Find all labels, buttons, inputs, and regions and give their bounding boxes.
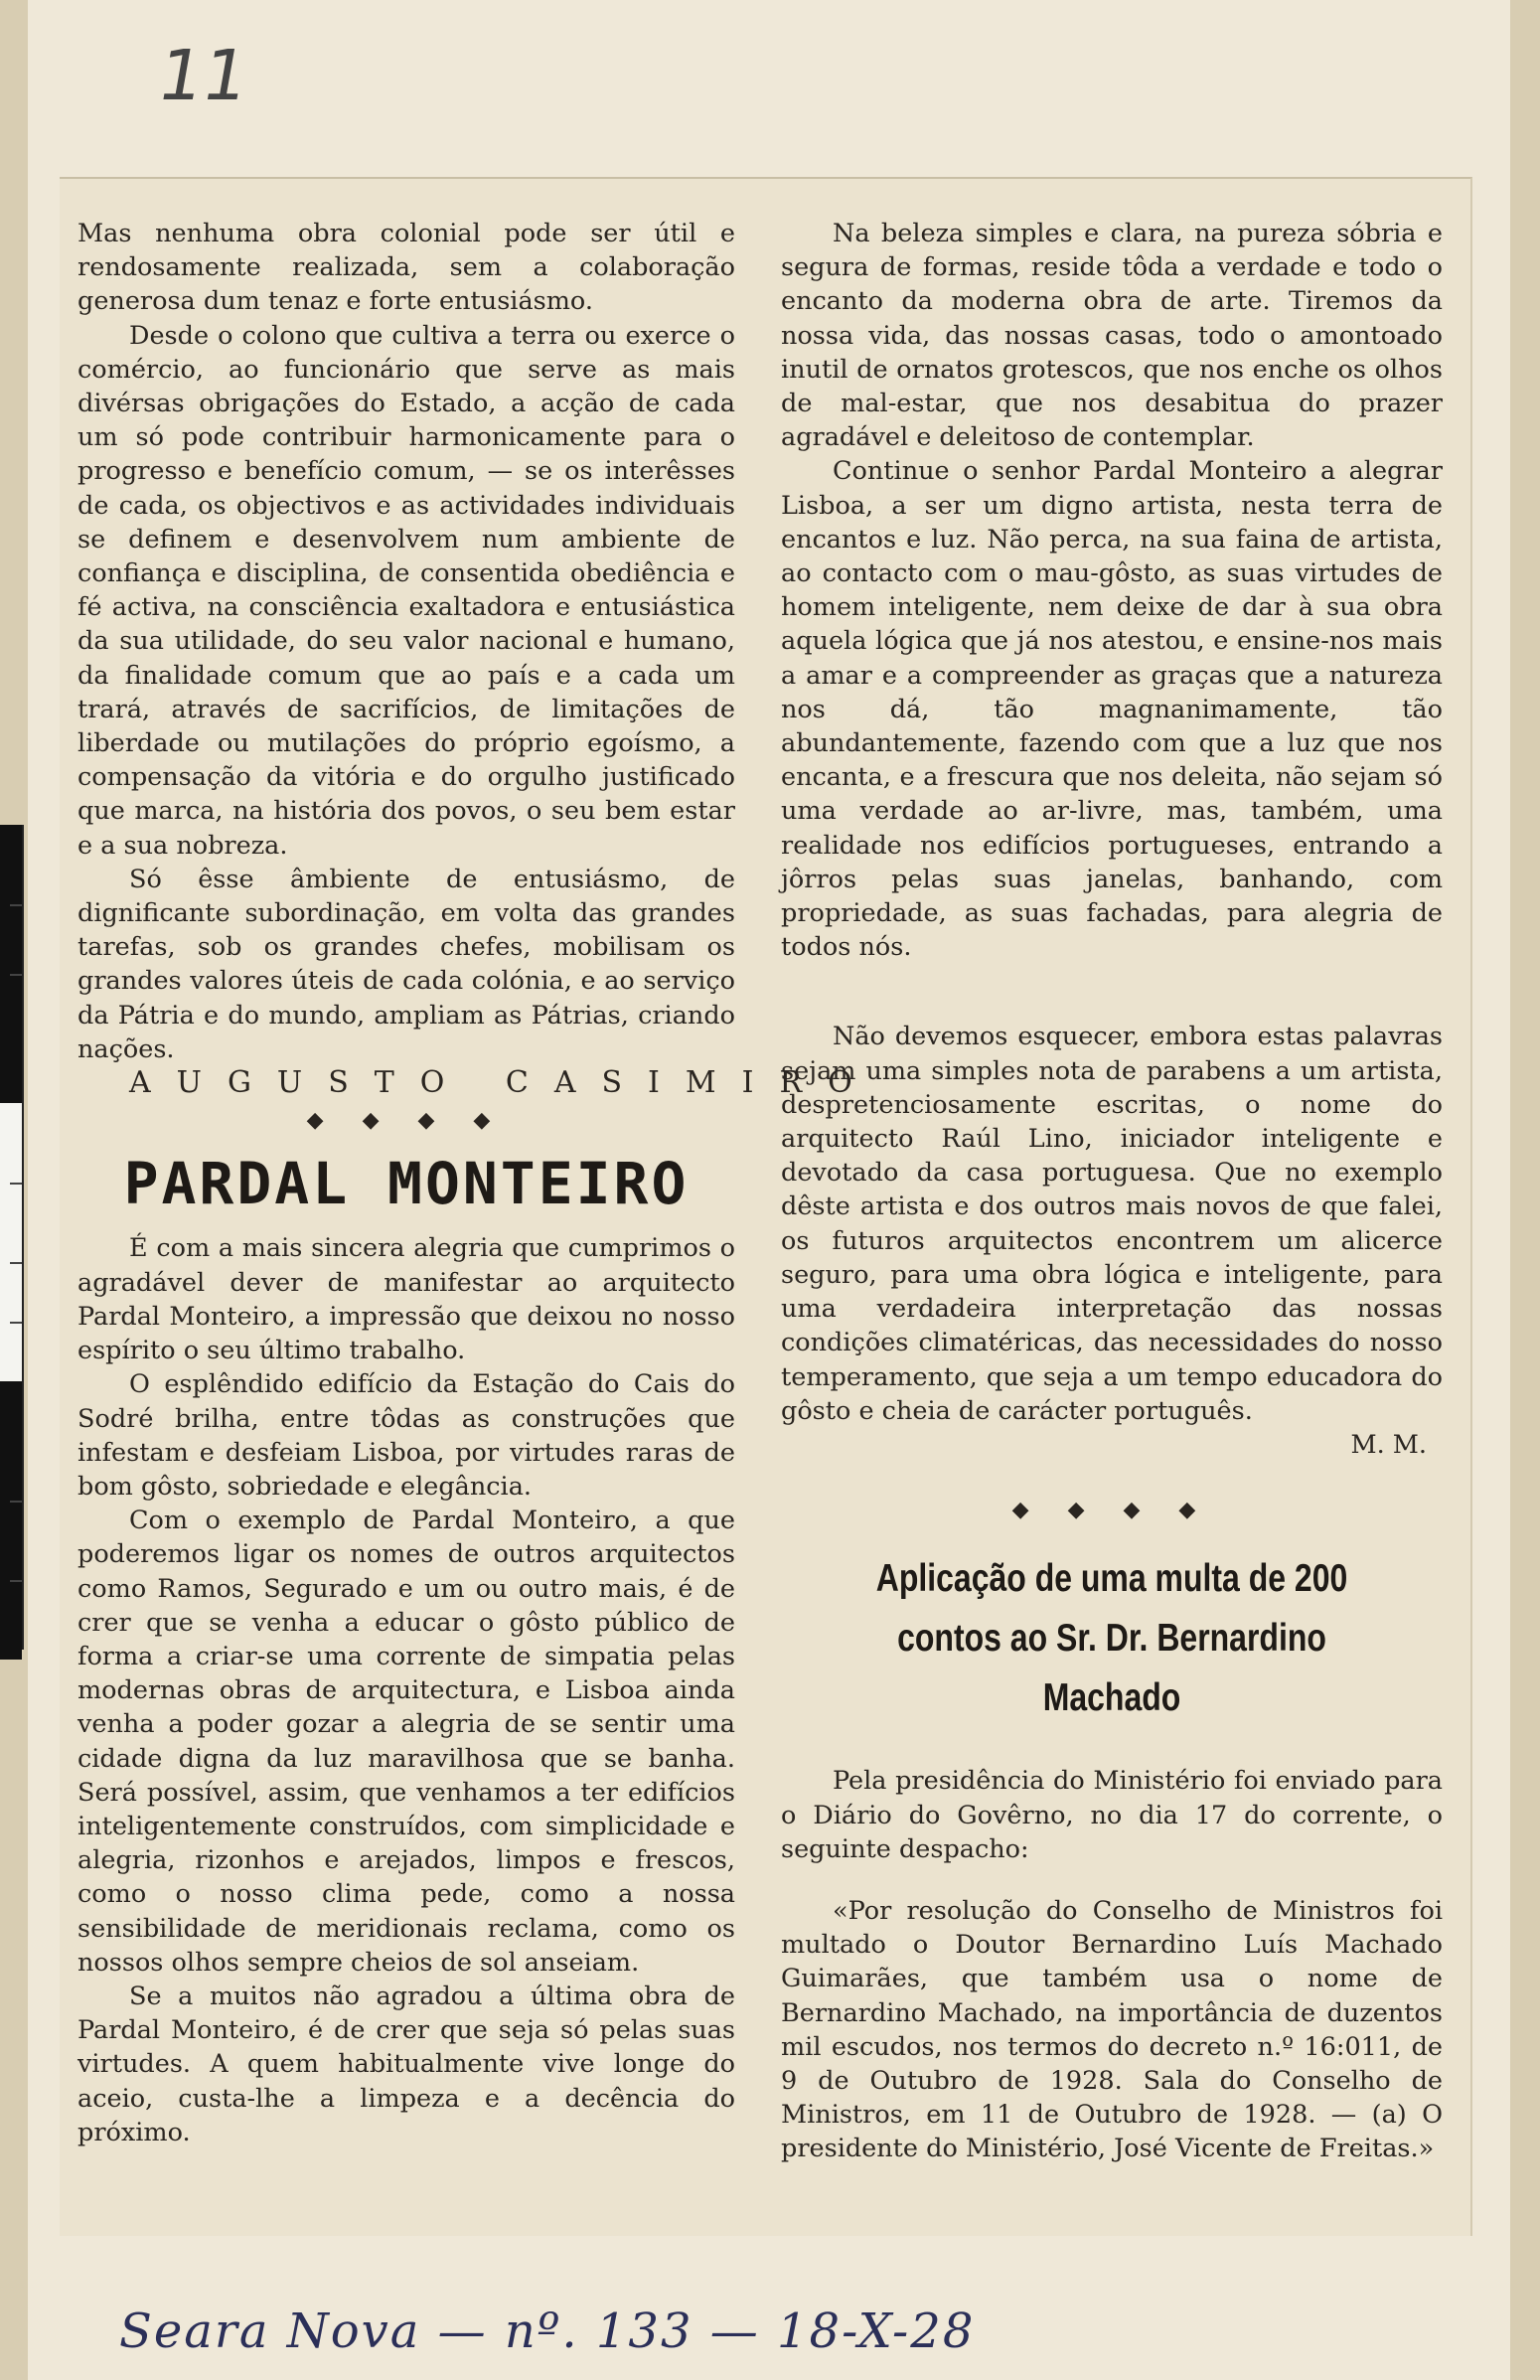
right-column [781, 217, 1443, 2166]
paragraph: Não devemos esquecer, embora estas palavras sejam uma simples nota de parabens a um artista, despretenciosamente escritas, o nome do arquitecto Raúl Lino, iniciador inteligente e devotado da casa portuguesa. Que no exemplo dêste artista e dos outros mais novos de que falei, os futuros arquitectos encontrem um alicerce seguro, para uma obra lógica e inteligente, para uma verdadeira interpretação das nossas condições climatéricas, das necessidades do nosso temperamento, que seja a um tempo educadora do gôsto e cheia de carácter português. [781, 1022, 1443, 1426]
paragraph: Só êsse âmbiente de entusiásmo, de dignificante subordinação, em volta das grandes tarefas, sob os grandes chefes, mobilisam os grandes valores úteis de cada colónia, e ao serviço da Pátria e do mundo, ampliam as Pátrias, criando nações. [77, 864, 735, 1064]
spacer [781, 1462, 1443, 1490]
spacer [781, 1866, 1443, 1894]
paragraph: Na beleza simples e clara, na pureza sóbria e segura de formas, reside tôda a verdade e todo o encanto da moderna obra de arte. Tiremos da nossa vida, das nossas casas, todo o amontoado inutil de ornatos grotescos, que nos enche os olhos de mal-estar, que nos desabitua do prazer agradável e deleitoso de contemplar. [781, 219, 1443, 453]
article-headline: Aplicação de uma multa de 200 contos ao Sr. Dr. Bernardino Machado [875, 1557, 1348, 1720]
handwritten-page-number: 11 [151, 35, 255, 116]
paragraph: Com o exemplo de Pardal Monteiro, a que poderemos ligar os nomes de outros arquitectos como Ramos, Segurado e um ou outro mais, é de crer que se venha a educar o gôsto público de forma a criar-se uma corrente de simpatia pelas modernas obras de arquitectura, e Lisboa ainda venha a poder gozar a alegria de se sentir uma cidade digna da luz maravilhosa que se banha. Será possível, assim, que venhamos a ter edifícios inteligentemente construídos, com simplicidade e alegria, rizonhos e arejados, limpos e frescos, como o nosso clima pede, como a nossa sensibilidade de meridionais reclama, como os nossos olhos sempre cheios de sol anseiam. [77, 1506, 735, 1978]
color-calibration-ruler [0, 825, 24, 1650]
article-headline: PARDAL MONTEIRO [123, 1150, 690, 1218]
spacer [781, 964, 1443, 1020]
paragraph: «Por resolução do Conselho de Ministros foi multado o Doutor Bernardino Luís Machado Guimarães, que também usa o nome de Bernardino Machado, na importância de duzentos mil escudos, nos termos do decreto n.º 16:011, de 9 de Outubro de 1928. Sala do Conselho de Ministros, em 11 de Outubro de 1928. — (a) O presidente do Ministério, José Vicente de Freitas.» [781, 1895, 1443, 2164]
paragraph: Continue o senhor Pardal Monteiro a alegrar Lisboa, a ser um digno artista, nesta terra de encantos e luz. Não perca, na sua faina de artista, ao contacto com o mau-gôsto, as suas virtudes de homem inteligente, nem deixe de dar à sua obra aquela lógica que já nos atestou, e ensine-nos mais a amar e a compreender as graças que a natureza nos dá, tão magnanimamente, tão abundantemente, fazendo com que a luz que nos encanta, e a frescura que nos deleita, não sejam só uma verdade ao ar-livre, mas, também, uma realidade nos edifícios portugueses, entrando a jôrros pelas suas janelas, banhando, com propriedade, as suas fachadas, para alegria de todos nós. [781, 456, 1443, 963]
paragraph: Pela presidência do Ministério foi enviado para o Diário do Govêrno, no dia 17 do corrente, o seguinte despacho: [781, 1766, 1443, 1864]
section-separator: ◆ ◆ ◆ ◆ [306, 1108, 507, 1134]
paragraph: É com a mais sincera alegria que cumprimos o agradável dever de manifestar ao arquitecto Pardal Monteiro, a impressão que deixou no nosso espírito o seu último trabalho. [77, 1233, 735, 1366]
signature: M. M. [1350, 1429, 1427, 1460]
paragraph: Se a muitos não agradou a última obra de Pardal Monteiro, é de crer que seja só pelas suas virtudes. A quem habitualmente vive longe do aceio, custa-lhe a limpeza e a decência do próximo. [77, 1981, 735, 2147]
paragraph: Desde o colono que cultiva a terra ou exerce o comércio, ao funcionário que serve as mais divérsas obrigações do Estado, a acção de cada um só pode contribuir harmonicamente para o progresso e benefício comum, — se os interêsses de cada, os objectivos e as actividades individuais se definem e desenvolvem num ambiente de confiança e disciplina, de consentida obediência e fé activa, na consciência exaltadora e entusiástica da sua utilidade, do seu valor nacional e humano, da finalidade comum que ao país e a cada um trará, através de sacrifícios, de limitações de liberdade ou mutilações do próprio egoísmo, a compensação da vitória e do orgulho justificado que marca, na história dos povos, o seu bem estar e a sua nobreza. [77, 320, 735, 861]
handwritten-source-note: Seara Nova — nº. 133 — 18-X-28 [119, 2303, 976, 2359]
paragraph: O esplêndido edifício da Estação do Cais do Sodré brilha, entre tôdas as construções que infestam e desfeiam Lisboa, por virtudes raras de bom gôsto, sobriedade e elegância. [77, 1369, 735, 1502]
section-separator: ◆ ◆ ◆ ◆ [1011, 1498, 1212, 1523]
paragraph: Mas nenhuma obra colonial pode ser útil e rendosamente realizada, sem a colaboração generosa dum tenaz e forte entusiásmo. [77, 219, 735, 317]
left-column [77, 217, 878, 2149]
author-name: AUGUSTO CASIMIRO [129, 1065, 878, 1101]
